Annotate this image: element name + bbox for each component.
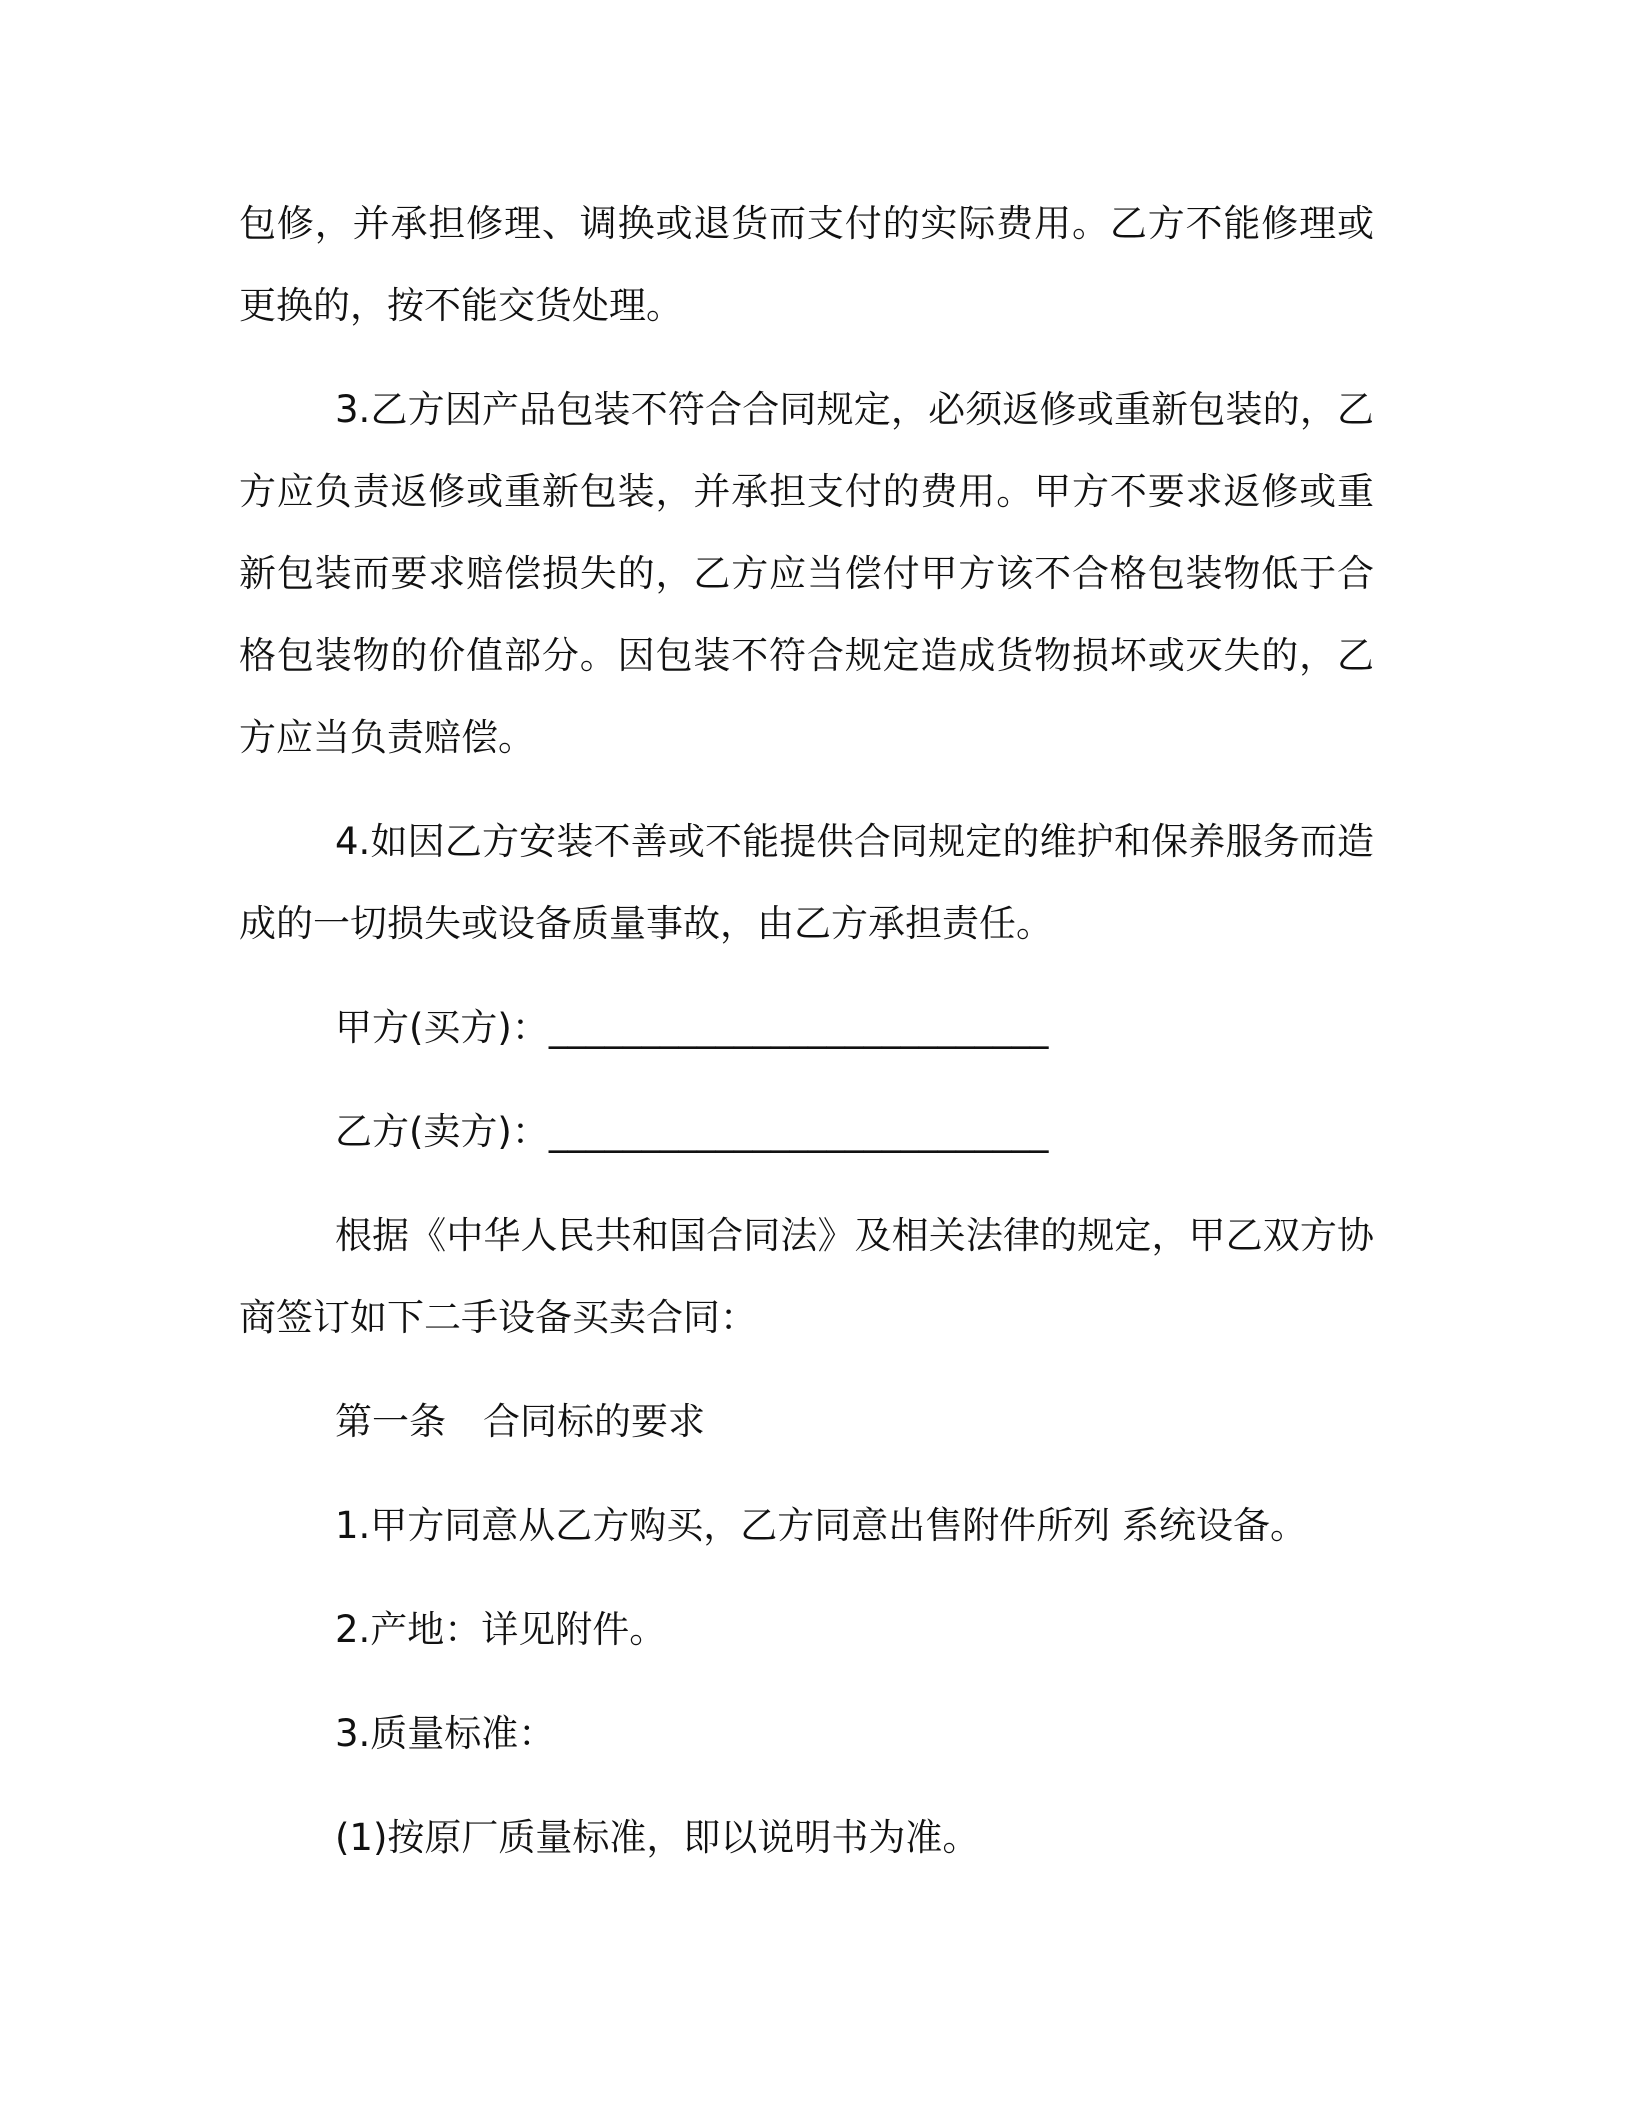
list-item: 2.产地：详见附件。 xyxy=(335,1608,667,1651)
list-item: (1)按原厂质量标准，即以说明书为准。 xyxy=(335,1816,980,1859)
list-item: 3.质量标准： xyxy=(335,1712,556,1755)
article-1-heading: 第一条 合同标的要求 xyxy=(335,1400,705,1443)
party-a-signature-line: 甲方(买方)：___________________________ xyxy=(335,1006,1049,1049)
list-item: 1.甲方同意从乙方购买，乙方同意出售附件所列 系统设备。 xyxy=(335,1504,1308,1547)
paragraph-clause-4: 4.如因乙方安装不善或不能提供合同规定的维护和保养服务而造成的一切损失或设备质量事故，由乙方承担责任。 xyxy=(239,820,1374,945)
paragraph-preamble: 根据《中华人民共和国合同法》及相关法律的规定，甲乙双方协商签订如下二手设备买卖合同： xyxy=(239,1214,1374,1339)
paragraph-repair-continued: 包修，并承担修理、调换或退货而支付的实际费用。乙方不能修理或更换的，按不能交货处理。 xyxy=(239,202,1374,327)
document-body xyxy=(239,183,1374,1879)
party-b-signature-line: 乙方(卖方)：___________________________ xyxy=(335,1110,1049,1153)
paragraph-clause-3: 3.乙方因产品包装不符合合同规定，必须返修或重新包装的，乙方应负责返修或重新包装，并承担支付的费用。甲方不要求返修或重新包装而要求赔偿损失的，乙方应当偿付甲方该不合格包装物低于合格包装物的价值部分。因包装不符合规定造成货物损坏或灭失的，乙方应当负责赔偿。 xyxy=(239,388,1374,759)
